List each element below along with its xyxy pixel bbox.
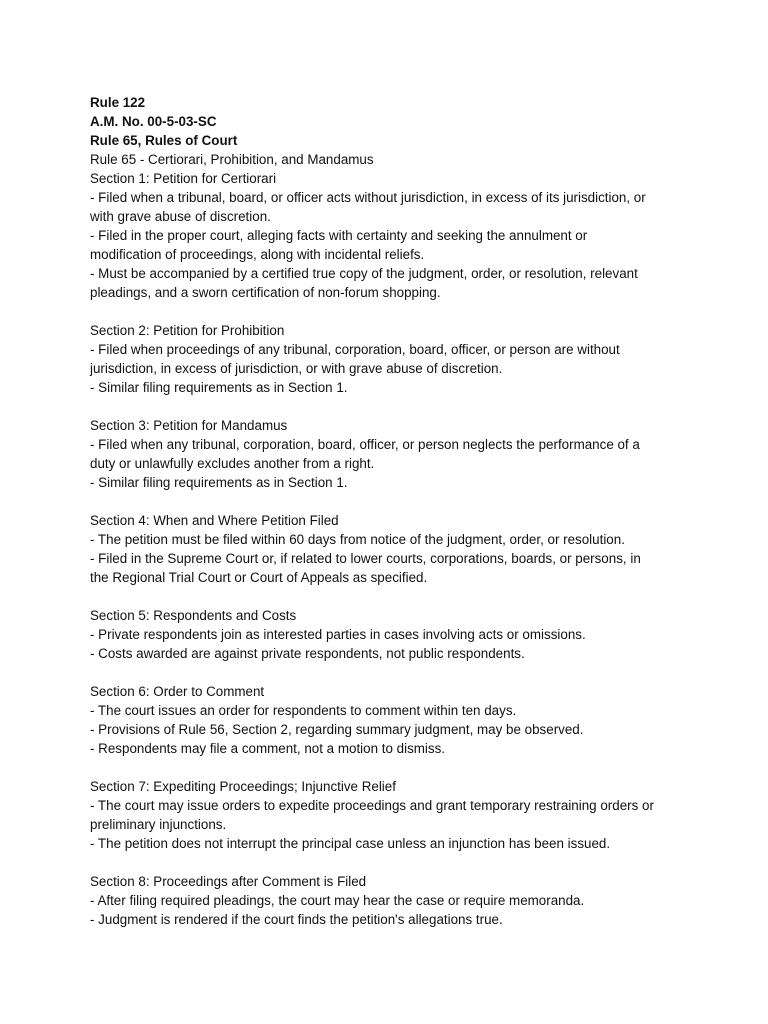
administrative-matter-number: A.M. No. 00-5-03-SC <box>90 114 217 129</box>
section-5 <box>90 606 690 663</box>
section-text-line: - Costs awarded are against private respondents, not public respondents. <box>90 646 525 661</box>
section-text-line: - Private respondents join as interested parties in cases involving acts or omissions. <box>90 627 586 642</box>
section-text-line: - Respondents may file a comment, not a motion to dismiss. <box>90 741 446 756</box>
section-text-line: - Filed when proceedings of any tribunal, corporation, board, officer, or person are without <box>90 342 620 357</box>
section-title: Section 6: Order to Comment <box>90 684 265 699</box>
section-text-line: - Similar filing requirements as in Section 1. <box>90 380 348 395</box>
section-7 <box>90 777 690 853</box>
section-title: Section 8: Proceedings after Comment is Filed <box>90 874 367 889</box>
section-text-line: - After filing required pleadings, the court may hear the case or require memoranda. <box>90 893 585 908</box>
section-text-line: - The court may issue orders to expedite proceedings and grant temporary restraining orders or <box>90 798 654 813</box>
section-text-line: with grave abuse of discretion. <box>90 209 271 224</box>
section-title: Section 1: Petition for Certiorari <box>90 171 277 186</box>
document-header <box>90 93 690 169</box>
section-2 <box>90 321 690 397</box>
rule-title: Rule 65 - Certiorari, Prohibition, and Mandamus <box>90 152 374 167</box>
section-text-line: modification of proceedings, along with incidental reliefs. <box>90 247 425 262</box>
section-text-line: the Regional Trial Court or Court of Appeals as specified. <box>90 570 428 585</box>
section-text-line: - The court issues an order for respondents to comment within ten days. <box>90 703 517 718</box>
section-title: Section 3: Petition for Mandamus <box>90 418 288 433</box>
section-text-line: - Judgment is rendered if the court finds the petition's allegations true. <box>90 912 503 927</box>
document-page <box>90 93 690 929</box>
section-text-line: - Filed in the proper court, alleging facts with certainty and seeking the annulment or <box>90 228 588 243</box>
section-text-line: pleadings, and a sworn certification of non-forum shopping. <box>90 285 441 300</box>
section-text-line: - The petition must be filed within 60 days from notice of the judgment, order, or resolution. <box>90 532 625 547</box>
rule-number: Rule 122 <box>90 95 146 110</box>
section-title: Section 4: When and Where Petition Filed <box>90 513 339 528</box>
section-text-line: - Filed when a tribunal, board, or officer acts without jurisdiction, in excess of its jurisdiction, or <box>90 190 646 205</box>
section-text-line: - Similar filing requirements as in Section 1. <box>90 475 348 490</box>
section-text-line: - Filed when any tribunal, corporation, board, officer, or person neglects the performance of a <box>90 437 640 452</box>
section-4 <box>90 511 690 587</box>
section-text-line: - Filed in the Supreme Court or, if related to lower courts, corporations, boards, or persons, in <box>90 551 641 566</box>
section-3 <box>90 416 690 492</box>
section-text-line: - The petition does not interrupt the principal case unless an injunction has been issued. <box>90 836 611 851</box>
section-1 <box>90 169 690 302</box>
section-title: Section 7: Expediting Proceedings; Injunctive Relief <box>90 779 396 794</box>
section-text-line: preliminary injunctions. <box>90 817 227 832</box>
section-text-line: jurisdiction, in excess of jurisdiction, or with grave abuse of discretion. <box>90 361 503 376</box>
rule-reference: Rule 65, Rules of Court <box>90 133 238 148</box>
section-title: Section 2: Petition for Prohibition <box>90 323 285 338</box>
section-text-line: duty or unlawfully excludes another from a right. <box>90 456 375 471</box>
section-title: Section 5: Respondents and Costs <box>90 608 297 623</box>
section-8 <box>90 872 690 929</box>
section-6 <box>90 682 690 758</box>
section-text-line: - Must be accompanied by a certified true copy of the judgment, order, or resolution, relevant <box>90 266 638 281</box>
section-text-line: - Provisions of Rule 56, Section 2, regarding summary judgment, may be observed. <box>90 722 584 737</box>
